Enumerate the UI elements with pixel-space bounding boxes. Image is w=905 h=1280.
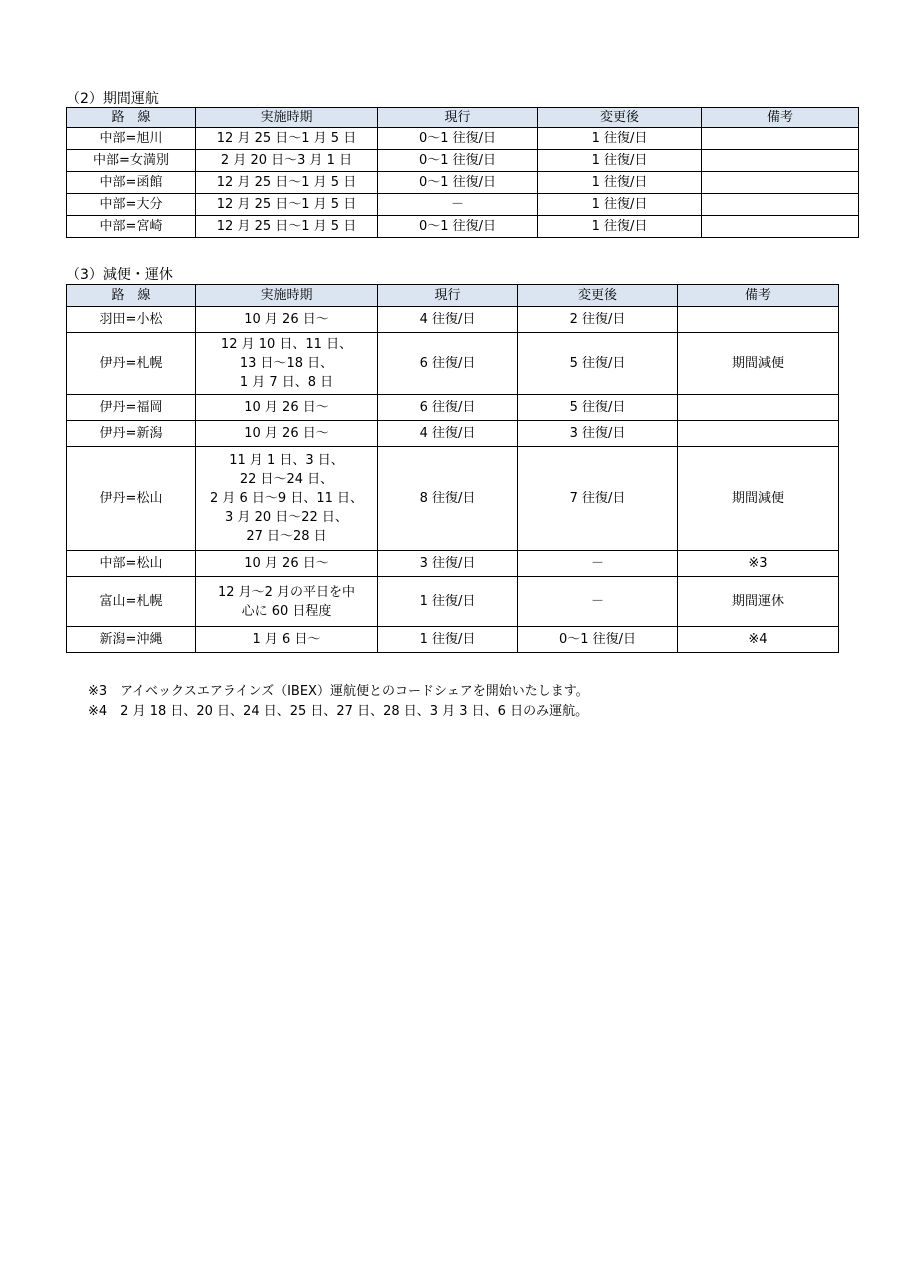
after-cell: 1 往復/日	[538, 172, 702, 194]
period-line: 12 月 25 日～1 月 5 日	[216, 175, 357, 190]
after-cell: 2 往復/日	[518, 307, 678, 333]
table-row	[67, 577, 839, 627]
section-2-title: （2）期間運航	[66, 91, 159, 107]
period-line: 12 月 25 日～1 月 5 日	[216, 131, 357, 146]
period-cell	[196, 194, 378, 216]
period-line: 12 月～2 月の平日を中	[217, 584, 356, 600]
route-cell: 富山=札幌	[67, 577, 196, 627]
header-current: 現行	[378, 285, 518, 307]
period-line: 心に 60 日程度	[241, 603, 332, 619]
after-cell: 0～1 往復/日	[518, 627, 678, 653]
period-line: 13 日～18 日、	[239, 356, 334, 371]
current-cell: －	[378, 194, 538, 216]
note-cell: ※4	[678, 627, 839, 653]
header-route: 路 線	[67, 285, 196, 307]
footnote-4: ※4 2 月 18 日、20 日、24 日、25 日、27 日、28 日、3 月 3 日、6 日のみ運航。	[88, 704, 589, 719]
period-cell	[196, 150, 378, 172]
period-line: 10 月 26 日～	[244, 426, 329, 441]
note-cell: 期間減便	[678, 447, 839, 551]
period-line: 10 月 26 日～	[244, 556, 329, 571]
note-cell: ※3	[678, 551, 839, 577]
route-cell: 中部=大分	[67, 194, 196, 216]
route-cell: 新潟=沖縄	[67, 627, 196, 653]
note-cell	[678, 307, 839, 333]
period-line: 2 月 6 日～9 日、11 日、	[209, 491, 364, 506]
current-cell: 6 往復/日	[378, 333, 518, 395]
header-period: 実施時期	[196, 285, 378, 307]
current-cell: 8 往復/日	[378, 447, 518, 551]
table-row	[67, 150, 859, 172]
route-cell: 伊丹=福岡	[67, 395, 196, 421]
table-row	[67, 194, 859, 216]
table-row	[67, 216, 859, 238]
period-cell	[196, 395, 378, 421]
period-line: 3 月 20 日～22 日、	[225, 510, 348, 525]
note-cell	[678, 395, 839, 421]
period-cell	[196, 627, 378, 653]
after-cell: －	[518, 577, 678, 627]
footnotes	[88, 682, 589, 722]
route-cell: 中部=女満別	[67, 150, 196, 172]
table-row	[67, 447, 839, 551]
header-note: 備考	[702, 108, 859, 128]
after-cell: 7 往復/日	[518, 447, 678, 551]
route-cell: 中部=松山	[67, 551, 196, 577]
route-cell: 伊丹=新潟	[67, 421, 196, 447]
period-line: 12 月 25 日～1 月 5 日	[216, 219, 357, 234]
current-cell: 1 往復/日	[378, 627, 518, 653]
route-cell: 中部=宮崎	[67, 216, 196, 238]
header-period: 実施時期	[196, 108, 378, 128]
route-cell: 伊丹=松山	[67, 447, 196, 551]
table-row	[67, 421, 839, 447]
note-cell	[702, 172, 859, 194]
table-row	[67, 307, 839, 333]
reduced-suspended-flights-table	[66, 284, 839, 653]
period-line: 1 月 6 日～	[252, 632, 321, 647]
after-cell: 3 往復/日	[518, 421, 678, 447]
period-line: 12 月 25 日～1 月 5 日	[216, 197, 357, 212]
after-cell: －	[518, 551, 678, 577]
route-cell: 羽田=小松	[67, 307, 196, 333]
period-line: 11 月 1 日、3 日、	[229, 453, 344, 468]
after-cell: 1 往復/日	[538, 150, 702, 172]
table-row	[67, 395, 839, 421]
period-line: 10 月 26 日～	[244, 312, 329, 327]
route-cell: 中部=函館	[67, 172, 196, 194]
current-cell: 6 往復/日	[378, 395, 518, 421]
note-cell	[702, 216, 859, 238]
period-cell	[196, 577, 378, 627]
note-cell: 期間運休	[678, 577, 839, 627]
period-cell	[196, 421, 378, 447]
table-row	[67, 128, 859, 150]
table-header-row	[67, 108, 859, 128]
footnote-3: ※3 アイベックスエアラインズ（IBEX）運航便とのコードシェアを開始いたします。	[88, 684, 589, 699]
current-cell: 0～1 往復/日	[378, 150, 538, 172]
route-cell: 伊丹=札幌	[67, 333, 196, 395]
header-after: 変更後	[538, 108, 702, 128]
note-cell	[702, 128, 859, 150]
current-cell: 4 往復/日	[378, 307, 518, 333]
current-cell: 3 往復/日	[378, 551, 518, 577]
current-cell: 0～1 往復/日	[378, 216, 538, 238]
period-cell	[196, 216, 378, 238]
period-line: 2 月 20 日～3 月 1 日	[220, 153, 353, 168]
current-cell: 4 往復/日	[378, 421, 518, 447]
period-line: 10 月 26 日～	[244, 400, 329, 415]
period-cell	[196, 128, 378, 150]
table-row	[67, 172, 859, 194]
after-cell: 5 往復/日	[518, 395, 678, 421]
route-cell: 中部=旭川	[67, 128, 196, 150]
section-3-title: （3）減便・運休	[66, 267, 173, 283]
scheduled-flights-table	[66, 107, 859, 238]
current-cell: 1 往復/日	[378, 577, 518, 627]
table-row	[67, 551, 839, 577]
note-cell	[702, 194, 859, 216]
period-line: 27 日～28 日	[246, 529, 327, 544]
header-note: 備考	[678, 285, 839, 307]
note-cell	[702, 150, 859, 172]
current-cell: 0～1 往復/日	[378, 172, 538, 194]
after-cell: 5 往復/日	[518, 333, 678, 395]
period-cell	[196, 447, 378, 551]
note-cell	[678, 421, 839, 447]
period-cell	[196, 333, 378, 395]
period-line: 22 日～24 日、	[239, 472, 334, 487]
period-cell	[196, 307, 378, 333]
header-after: 変更後	[518, 285, 678, 307]
period-cell	[196, 172, 378, 194]
header-route: 路 線	[67, 108, 196, 128]
header-current: 現行	[378, 108, 538, 128]
period-cell	[196, 551, 378, 577]
table-row	[67, 333, 839, 395]
note-cell: 期間減便	[678, 333, 839, 395]
current-cell: 0～1 往復/日	[378, 128, 538, 150]
table-header-row	[67, 285, 839, 307]
period-line: 1 月 7 日、8 日	[239, 375, 334, 390]
period-line: 12 月 10 日、11 日、	[220, 337, 353, 352]
after-cell: 1 往復/日	[538, 128, 702, 150]
after-cell: 1 往復/日	[538, 216, 702, 238]
table-row	[67, 627, 839, 653]
after-cell: 1 往復/日	[538, 194, 702, 216]
